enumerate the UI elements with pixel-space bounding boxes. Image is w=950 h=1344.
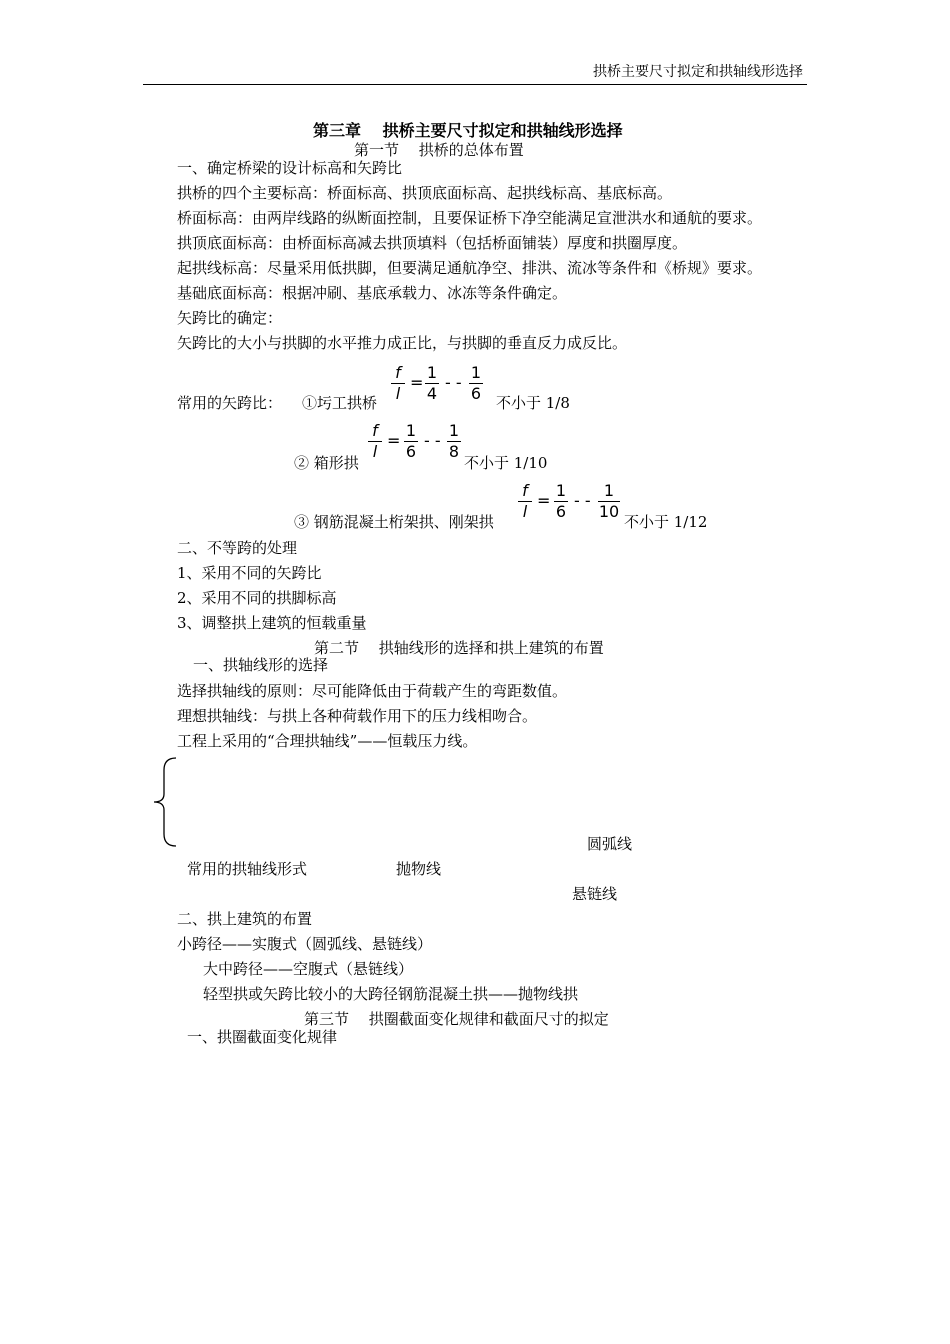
section2-heading2: 二、拱上建筑的布置 <box>177 910 313 928</box>
paragraph: 理想拱轴线：与拱上各种荷载作用下的压力线相吻合。 <box>177 707 538 725</box>
ratio1-label: ①圬工拱桥 <box>302 394 378 412</box>
equals-sign: = <box>387 431 401 450</box>
paragraph: 拱顶底面标高：由桥面标高减去拱顶填料（包括桥面铺装）厚度和拱圈厚度。 <box>177 234 688 252</box>
ratio-intro: 常用的矢跨比： <box>177 394 283 412</box>
section2-title: 第二节 拱轴线形的选择和拱上建筑的布置 <box>314 639 604 657</box>
paragraph: 工程上采用的“合理拱轴线”——恒载压力线。 <box>177 732 478 750</box>
list-item: 3、调整拱上建筑的恒载重量 <box>177 614 367 632</box>
range-dash: - - <box>574 491 591 510</box>
fraction-1-over-6: 1 6 <box>405 421 417 461</box>
section1-heading1: 一、确定桥梁的设计标高和矢跨比 <box>177 159 403 177</box>
section1-title: 第一节 拱桥的总体布置 <box>354 141 524 159</box>
list-item: 轻型拱或矢跨比较小的大跨径钢筋混凝土拱——抛物线拱 <box>203 985 579 1003</box>
ratio3-note: 不小于 1/12 <box>624 513 708 531</box>
range-dash: - - <box>445 373 462 392</box>
list-item: 1、采用不同的矢跨比 <box>177 564 322 582</box>
axis-form-circle: 圆弧线 <box>587 835 633 853</box>
ratio1-note: 不小于 1/8 <box>496 394 570 412</box>
paragraph: 矢跨比的确定： <box>177 309 283 327</box>
paragraph: 矢跨比的大小与拱脚的水平推力成正比，与拱脚的垂直反力成反比。 <box>177 334 628 352</box>
ratio3-label: ③ 钢筋混凝土桁架拱、刚架拱 <box>294 513 494 531</box>
fraction-1-over-4: 1 4 <box>426 363 438 403</box>
running-header: 拱桥主要尺寸拟定和拱轴线形选择 <box>593 64 803 80</box>
section3-title: 第三节 拱圈截面变化规律和截面尺寸的拟定 <box>304 1010 609 1028</box>
ratio2-label: ② 箱形拱 <box>294 454 359 472</box>
paragraph: 基础底面标高：根据冲刷、基底承载力、冰冻等条件确定。 <box>177 284 568 302</box>
paragraph: 起拱线标高：尽量采用低拱脚，但要满足通航净空、排洪、流冰等条件和《桥规》要求。 <box>177 259 763 277</box>
fraction-f-over-l: f l <box>518 482 532 521</box>
ratio2-note: 不小于 1/10 <box>464 454 548 472</box>
chapter-title: 第三章 拱桥主要尺寸拟定和拱轴线形选择 <box>313 121 623 140</box>
axis-form-parabola: 抛物线 <box>396 860 442 878</box>
fraction-1-over-10: 1 10 <box>598 481 620 521</box>
curly-brace <box>150 756 180 848</box>
paragraph: 桥面标高：由两岸线路的纵断面控制，且要保证桥下净空能满足宣泄洪水和通航的要求。 <box>177 209 763 227</box>
axis-form-common: 常用的拱轴线形式 <box>187 860 308 878</box>
section1-heading2: 二、不等跨的处理 <box>177 539 298 557</box>
fraction-1-over-6: 1 6 <box>555 481 567 521</box>
section2-heading1: 一、拱轴线形的选择 <box>193 656 329 674</box>
fraction-1-over-8: 1 8 <box>448 421 460 461</box>
list-item: 2、采用不同的拱脚标高 <box>177 589 337 607</box>
paragraph: 选择拱轴线的原则：尽可能降低由于荷载产生的弯距数值。 <box>177 682 568 700</box>
range-dash: - - <box>424 431 441 450</box>
fraction-f-over-l: f l <box>391 364 405 403</box>
fraction-f-over-l: f l <box>368 422 382 461</box>
list-item: 小跨径——实腹式（圆弧线、悬链线） <box>177 935 433 953</box>
axis-form-catenary: 悬链线 <box>572 885 618 903</box>
header-rule <box>143 84 807 85</box>
paragraph: 拱桥的四个主要标高：桥面标高、拱顶底面标高、起拱线标高、基底标高。 <box>177 184 673 202</box>
list-item: 大中跨径——空腹式（悬链线） <box>203 960 414 978</box>
equals-sign: = <box>537 491 551 510</box>
equals-sign: = <box>410 373 424 392</box>
section3-heading1: 一、拱圈截面变化规律 <box>187 1028 338 1046</box>
fraction-1-over-6: 1 6 <box>470 363 482 403</box>
